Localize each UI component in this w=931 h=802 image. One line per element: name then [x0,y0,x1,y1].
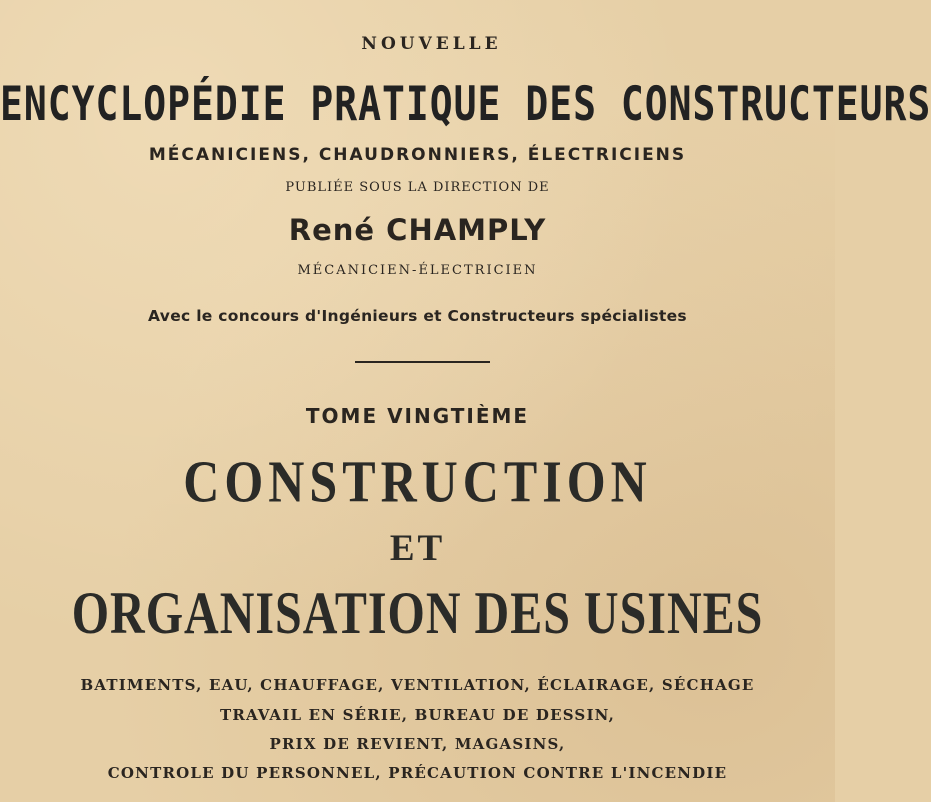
published-under: PUBLIÉE SOUS LA DIRECTION DE [285,180,550,195]
subject-line: PRIX DE REVIENT, MAGASINS, [269,735,566,753]
divider-rule [355,361,490,363]
tome-number: TOME VINGTIÈME [305,404,530,428]
author-name: René CHAMPLY [288,213,547,247]
subject-line: CONTROLE DU PERSONNEL, PRÉCAUTION CONTRE L'INCENDIE [107,764,728,782]
series-kicker: NOUVELLE [361,34,502,54]
subject-line: TRAVAIL EN SÉRIE, BUREAU DE DESSIN, [219,706,616,724]
volume-title-line2: ET [389,528,446,569]
series-title: ENCYCLOPÉDIE PRATIQUE DES CONSTRUCTEURS [0,76,931,132]
author-title: MÉCANICIEN-ÉLECTRICIEN [297,263,538,278]
volume-title-line1: CONSTRUCTION [183,448,652,515]
contributors-note: Avec le concours d'Ingénieurs et Constructeurs spécialistes [148,307,687,325]
series-trades: MÉCANICIENS, CHAUDRONNIERS, ÉLECTRICIENS [148,145,687,165]
subject-line: BATIMENTS, EAU, CHAUFFAGE, VENTILATION, ÉCLAIRAGE, SÉCHAGE [80,676,755,694]
volume-title-line3: ORGANISATION DES USINES [71,580,764,647]
